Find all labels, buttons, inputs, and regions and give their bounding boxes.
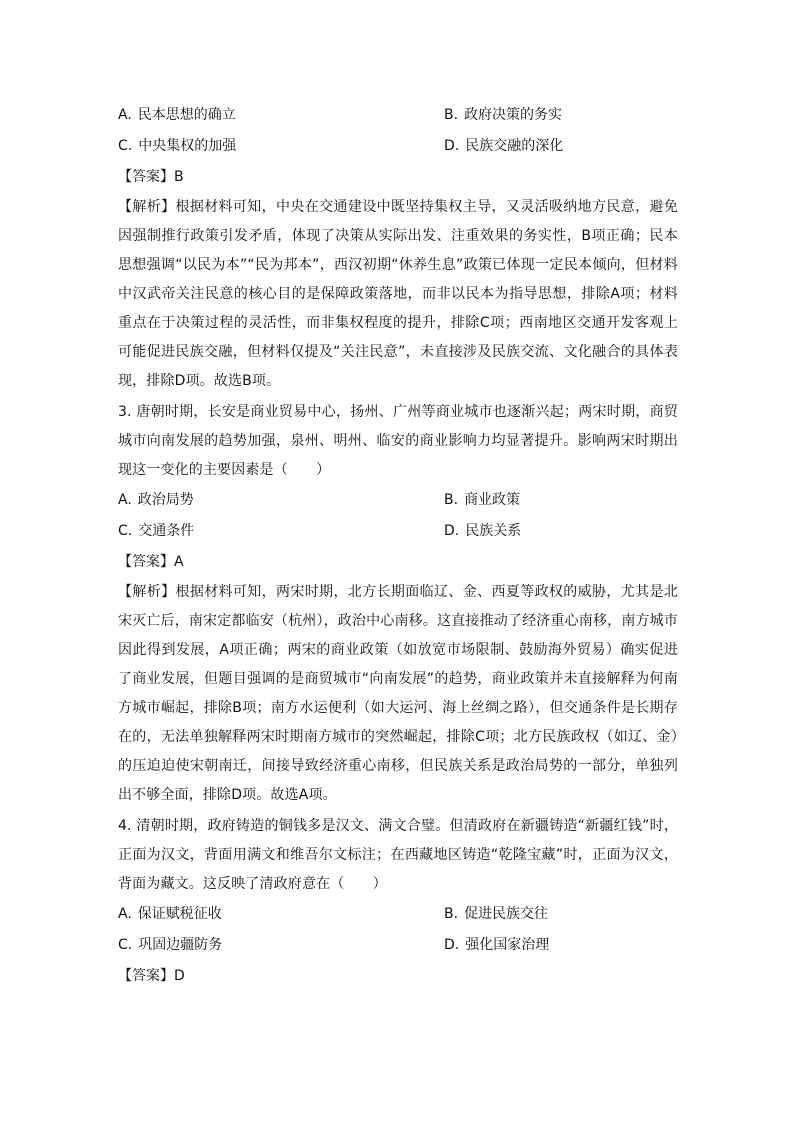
option-text: 民族交融的深化: [465, 138, 564, 154]
page-content: [118, 100, 678, 992]
option-text: 政府决策的务实: [464, 107, 563, 123]
option-letter: B.: [444, 906, 459, 922]
q4-answer: [118, 961, 678, 992]
q4-option-b: [444, 900, 678, 929]
q2-answer: [118, 162, 678, 193]
answer-label: 【答案】: [118, 554, 174, 570]
q2-options-row-1: [118, 100, 678, 131]
option-letter: D.: [444, 937, 460, 953]
option-text: 民族关系: [465, 523, 522, 539]
analysis-text: 根据材料可知，中央在交通建设中既坚持集权主导，又灵活吸纳地方民意，避免因强制推行政策引发矛盾，体现了决策从实际出发、注重效果的务实性，B项正确；民本思想强调“以民为本”“民为邦本”，西汉初期“休养生息”政策已体现一定民本倾向，但材料中汉武帝关注民意的核心目的是保障政策落地，而非以民本为指导思想，排除A项；材料重点在于决策过程的灵活性，而非集权程度的提升，排除C项；西南地区交通开发客观上可能促进民族交融，但材料仅提及“关注民意”，未直接涉及民族交流、文化融合的具体表现，排除D项。故选B项。: [118, 199, 679, 389]
option-letter: C.: [118, 138, 133, 154]
option-letter: A.: [118, 492, 132, 508]
q3-option-d: [444, 517, 678, 546]
q3-option-b: [444, 486, 678, 515]
option-letter: C.: [118, 523, 133, 539]
q2-option-a: [118, 101, 444, 130]
answer-value: D: [174, 968, 185, 984]
option-letter: A.: [118, 906, 132, 922]
option-text: 保证赋税征收: [137, 906, 222, 922]
answer-value: A: [174, 554, 184, 570]
q3-option-a: [118, 486, 444, 515]
option-letter: D.: [444, 523, 460, 539]
analysis-text: 根据材料可知，两宋时期，北方长期面临辽、金、西夏等政权的威胁，尤其是北宋灭亡后，南宋定都临安（杭州），政治中心南移。这直接推动了经济重心南移，南方城市因此得到发展，A项正确；两宋的商业政策（如放宽市场限制、鼓励海外贸易）确实促进了商业发展，但题目强调的是商贸城市“向南发展”的趋势，商业政策并未直接解释为何南方城市崛起，排除B项；南方水运便利（如大运河、海上丝绸之路），但交通条件是长期存在的，无法单独解释两宋时期南方城市的突然崛起，排除C项；北方民族政权（如辽、金）的压迫迫使宋朝南迁，间接导致经济重心南移，但民族关系是政治局势的一部分，单独列出不够全面，排除D项。故选A项。: [118, 584, 679, 803]
option-letter: B.: [444, 107, 459, 123]
q3-answer: [118, 547, 678, 578]
option-letter: D.: [444, 138, 460, 154]
analysis-label: 【解析】: [118, 584, 176, 600]
option-text: 民本思想的确立: [137, 107, 236, 123]
option-text: 强化国家治理: [465, 937, 550, 953]
q3-options-row-2: [118, 516, 678, 547]
option-text: 促进民族交往: [464, 906, 549, 922]
q4-stem: 4. 清朝时期，政府铸造的铜钱多是汉文、满文合璧。但清政府在新疆铸造“新疆红钱”时，正面为汉文，背面用满文和维吾尔文标注；在西藏地区铸造“乾隆宝藏”时，正面为汉文，背面为藏文。这反映了清政府意在（ ）: [118, 818, 678, 892]
q4-options-row-1: [118, 899, 678, 930]
analysis-label: 【解析】: [118, 199, 176, 215]
option-text: 政治局势: [137, 492, 194, 508]
q4-options-row-2: [118, 930, 678, 961]
q2-option-c: [118, 132, 444, 161]
q4-option-c: [118, 931, 444, 960]
option-text: 交通条件: [138, 523, 195, 539]
option-text: 巩固边疆防务: [138, 937, 223, 953]
option-letter: C.: [118, 937, 133, 953]
q2-option-b: [444, 101, 678, 130]
q2-option-d: [444, 132, 678, 161]
option-letter: A.: [118, 107, 132, 123]
q2-options-row-2: [118, 131, 678, 162]
answer-value: B: [174, 169, 184, 185]
answer-label: 【答案】: [118, 169, 174, 185]
option-text: 中央集权的加强: [138, 138, 237, 154]
q3-options-row-1: [118, 485, 678, 516]
q3-option-c: [118, 517, 444, 546]
q2-analysis: [118, 193, 678, 396]
answer-label: 【答案】: [118, 968, 174, 984]
option-letter: B.: [444, 492, 459, 508]
q4-option-d: [444, 931, 678, 960]
option-text: 商业政策: [464, 492, 521, 508]
q4-option-a: [118, 900, 444, 929]
q3-analysis: [118, 578, 678, 810]
q3-stem: 3. 唐朝时期，长安是商业贸易中心，扬州、广州等商业城市也逐渐兴起；两宋时期，商贸城市向南发展的趋势加强，泉州、明州、临安的商业影响力均显著提升。影响两宋时期出现这一变化的主要因素是（ ）: [118, 404, 678, 478]
